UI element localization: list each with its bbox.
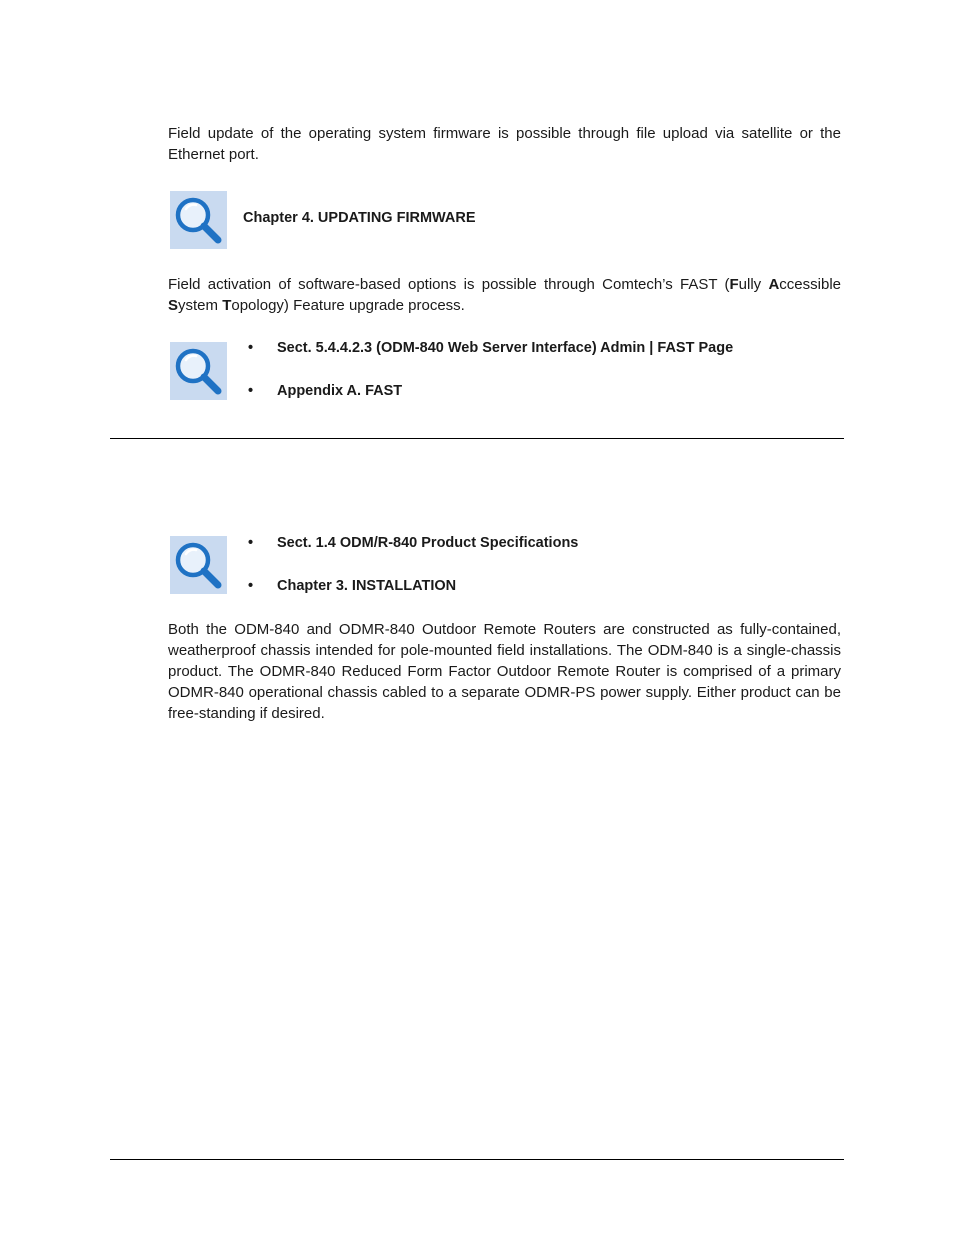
section-divider xyxy=(110,438,844,439)
paragraph-chassis-description: Both the ODM-840 and ODMR-840 Outdoor Remote Routers are constructed as fully-contained, weatherproof chassis intended for pole-mounted field installations. The ODM-840 is a single-chassis product. The ODMR-840 Reduced Form Factor Outdoor Remote Router is comprised of a primary ODMR-840 operational chassis cabled to a separate ODMR-PS power supply. Either product can be free-standing if desired. xyxy=(168,621,841,722)
reference-chapter-4: Chapter 4. UPDATING FIRMWARE xyxy=(243,210,476,226)
paragraph-firmware-update: Field update of the operating system firmware is possible through file upload via satellite or the Ethernet port. xyxy=(168,125,841,163)
reference-magnifier-icon xyxy=(170,536,227,594)
footer-divider xyxy=(110,1159,844,1160)
reference-bullet-web-server: • Sect. 5.4.4.2.3 (ODM-840 Web Server Interface) Admin | FAST Page xyxy=(248,340,734,356)
reference-bullet-specifications: • Sect. 1.4 ODM/R-840 Product Specifications xyxy=(248,535,579,551)
reference-bullet-appendix-a: • Appendix A. FAST xyxy=(248,383,403,399)
reference-bullet-installation: • Chapter 3. INSTALLATION xyxy=(248,578,457,594)
reference-magnifier-icon xyxy=(170,191,227,249)
paragraph-fast-activation: Field activation of software-based options is possible through Comtech’s FAST (Fully Accessible System Topology) Feature upgrade process. xyxy=(168,276,841,314)
reference-magnifier-icon xyxy=(170,342,227,400)
